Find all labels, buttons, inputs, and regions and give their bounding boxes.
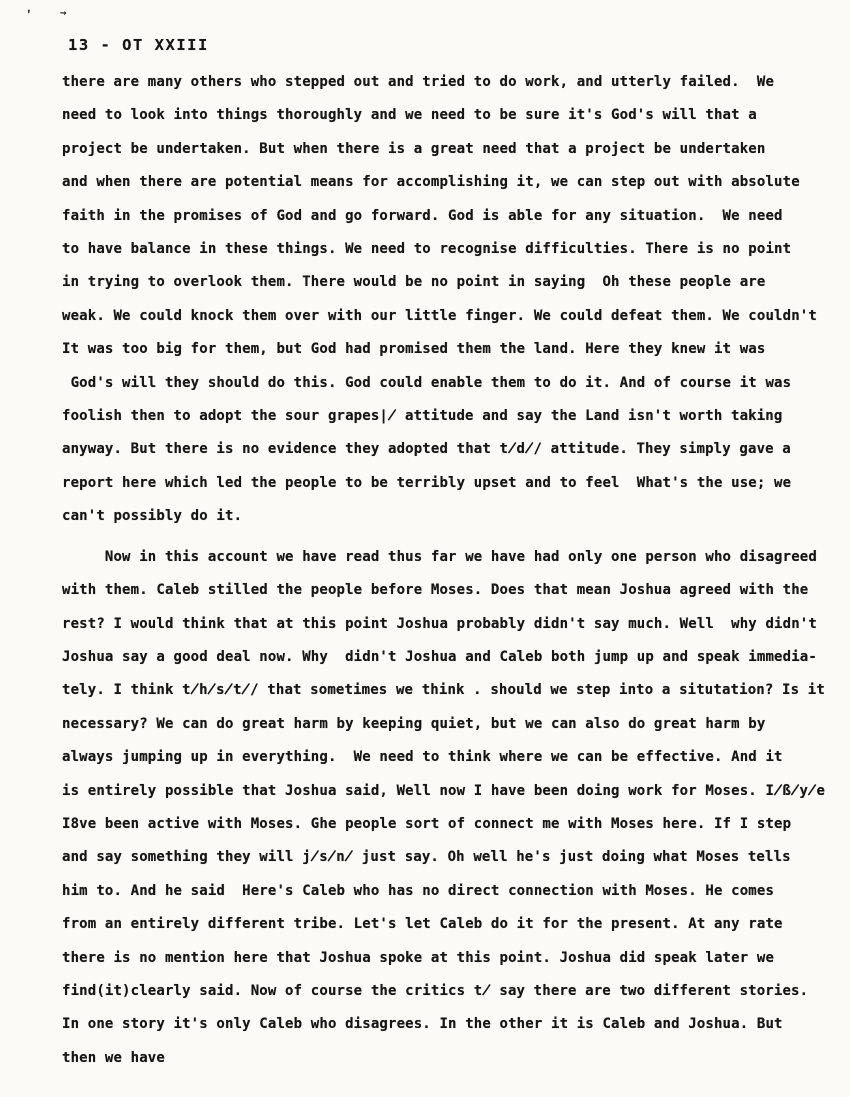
typed-line: anyway. But there is no evidence they adopted that t̸d̸/ attitude. They simply gave a — [62, 441, 791, 458]
typed-line: always jumping up in everything. We need to think where we can be effective. And it — [62, 749, 783, 766]
typed-line: foolish then to adopt the sour grapes∤ attitude and say the Land isn't worth taking — [62, 408, 783, 425]
typed-line: need to look into things thoroughly and we need to be sure it's God's will that a — [62, 107, 757, 124]
typed-line: there is no mention here that Joshua spoke at this point. Joshua did speak later we — [62, 949, 775, 966]
typed-line: to have balance in these things. We need to recognise difficulties. There is no point — [62, 241, 792, 258]
typed-line: report here which led the people to be terribly upset and to feel What's the use; we — [62, 474, 792, 491]
stray-pen-mark: → — [59, 5, 68, 20]
document-body — [62, 66, 830, 1075]
typed-line: project be undertaken. But when there is a great need that a project be undertaken — [62, 140, 766, 157]
typed-line: I8ve been active with Moses. Ghe people sort of connect me with Moses here. If I step — [62, 815, 792, 832]
typed-line: there are many others who stepped out and tried to do work, and utterly failed. We — [62, 74, 775, 90]
typed-line: rest? I would think that at this point Joshua probably didn't say much. Well why didn't — [62, 615, 817, 632]
typed-line: from an entirely different tribe. Let's let Caleb do it for the present. At any rate — [62, 916, 783, 933]
typed-line: in trying to overlook them. There would be no point in saying Oh these people are — [62, 274, 766, 291]
typed-line: tely. I think t̸h̸s̸t̸/ that sometimes we think . should we step into a situtation? Is it — [62, 682, 825, 699]
typed-line: and when there are potential means for accomplishing it, we can step out with absolute — [62, 174, 800, 191]
typed-line: faith in the promises of God and go forward. God is able for any situation. We need — [62, 207, 783, 224]
typed-line: can't possibly do it. — [62, 508, 243, 525]
typed-line: find(it)clearly said. Now of course the critics t̸ say there are two different stories. — [62, 982, 809, 999]
typed-line: In one story it's only Caleb who disagrees. In the other it is Caleb and Joshua. But — [62, 1016, 783, 1033]
stray-pen-mark: ’ — [24, 7, 34, 22]
typed-line: and say something they will j̸s̸n̸ just say. Oh well he's just doing what Moses tells — [62, 849, 791, 866]
paragraph-1 — [62, 66, 830, 534]
typed-line: Now in this account we have read thus far we have had only one person who disagreed — [62, 548, 817, 565]
paragraph-2 — [62, 541, 830, 1076]
typed-line: with them. Caleb stilled the people before Moses. Does that mean Joshua agreed with the — [62, 582, 809, 599]
typed-line: God's will they should do this. God could enable them to do it. And of course it was — [62, 374, 792, 391]
typed-line: weak. We could knock them over with our little finger. We could defeat them. We couldn't — [62, 307, 817, 324]
typed-line: is entirely possible that Joshua said, Well now I have been doing work for Moses. I̸ß̸y̸e — [62, 782, 826, 799]
typed-line: then we have — [62, 1049, 165, 1066]
typed-line: necessary? We can do great harm by keeping quiet, but we can also do great harm by — [62, 715, 766, 732]
page-header: 13 - OT XXIII — [68, 36, 209, 54]
typed-line: It was too big for them, but God had promised them the land. Here they knew it was — [62, 341, 766, 358]
typed-line: him to. And he said Here's Caleb who has no direct connection with Moses. He comes — [62, 882, 775, 899]
typed-line: Joshua say a good deal now. Why didn't Joshua and Caleb both jump up and speak immedia- — [62, 648, 817, 665]
